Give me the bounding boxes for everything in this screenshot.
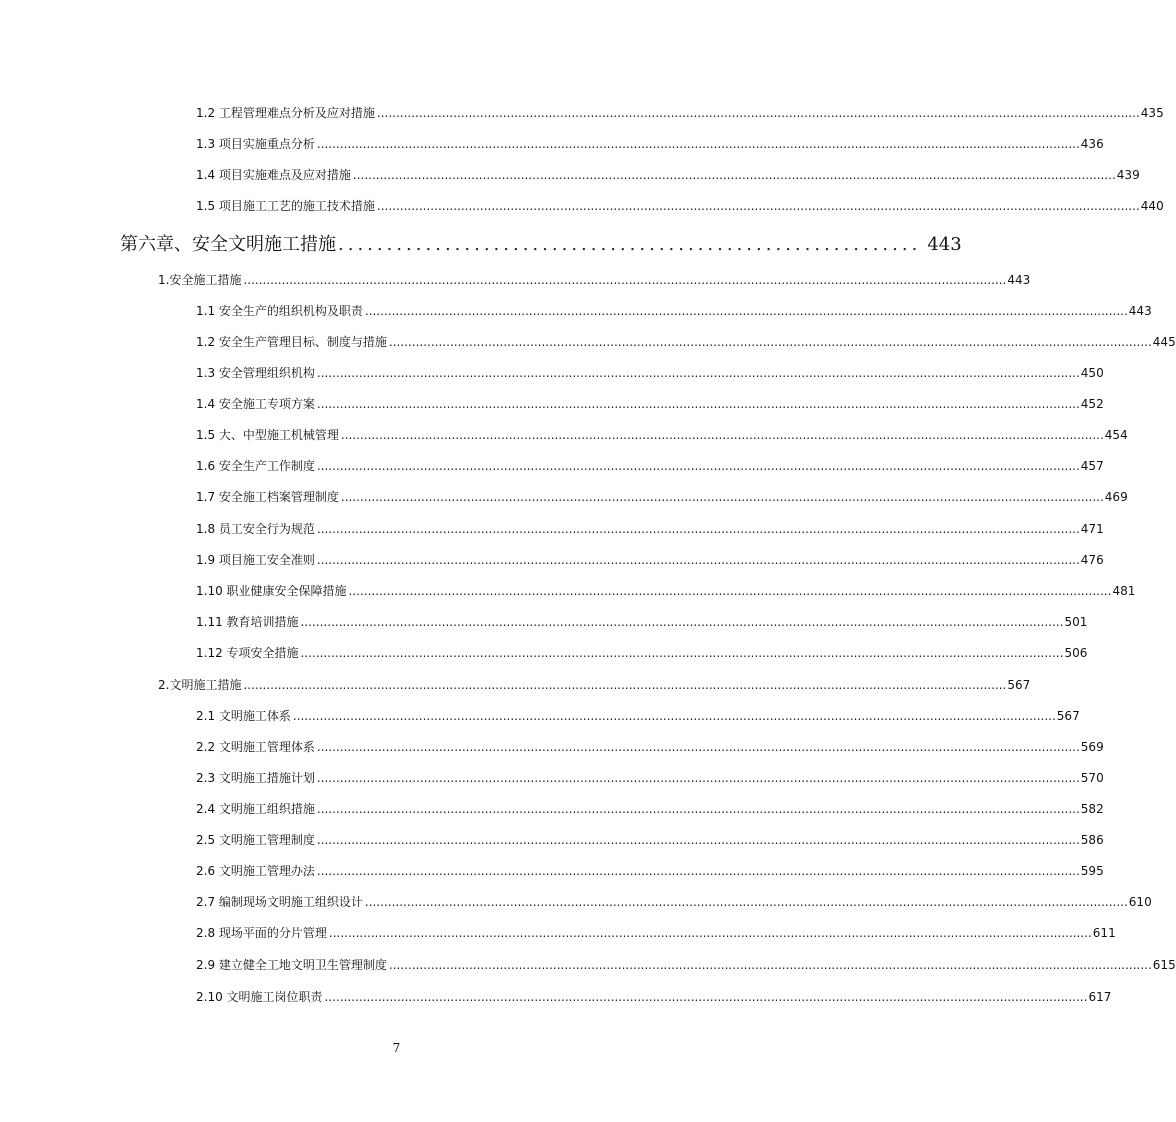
toc-entry-title: 2.5 文明施工管理制度 xyxy=(196,833,315,847)
toc-subsection-entry[interactable] xyxy=(196,520,1104,537)
toc-page-number: 570 xyxy=(1080,771,1104,785)
toc-page-number: 435 xyxy=(1140,106,1164,120)
toc-subsection-entry[interactable] xyxy=(196,551,1104,568)
toc-chapter-entry[interactable] xyxy=(120,230,962,256)
toc-subsection-entry[interactable] xyxy=(196,893,1152,910)
toc-dot-leader: ........................................................................................................................................................................................................ xyxy=(316,553,1080,567)
page-number: 7 xyxy=(392,1041,401,1055)
toc-page-number: 454 xyxy=(1104,428,1128,442)
toc-dot-leader: ........................................................................................................................................................................................................ xyxy=(292,709,1056,723)
toc-page-number: 443 xyxy=(1007,273,1031,287)
toc-entry-title: 2.7 编制现场文明施工组织设计 xyxy=(196,895,363,909)
toc-dot-leader: ........................................................................................................................................................................................................ xyxy=(364,895,1128,909)
toc-entry-title: 1.7 安全施工档案管理制度 xyxy=(196,490,339,504)
toc-entry-title: 1.11 教育培训措施 xyxy=(196,615,299,629)
toc-dot-leader: ............................................................ xyxy=(338,234,922,255)
toc-subsection-entry[interactable] xyxy=(196,302,1152,319)
toc-entry-title: 1.1 安全生产的组织机构及职责 xyxy=(196,304,363,318)
toc-dot-leader: ........................................................................................................................................................................................................ xyxy=(376,106,1140,120)
toc-page-number: 582 xyxy=(1080,802,1104,816)
toc-page-number: 443 xyxy=(1128,304,1152,318)
toc-dot-leader: ........................................................................................................................................................................................................ xyxy=(316,522,1080,536)
toc-page-number: 471 xyxy=(1080,522,1104,536)
toc-subsection-entry[interactable] xyxy=(196,426,1128,443)
toc-page-number: 457 xyxy=(1080,459,1104,473)
toc-dot-leader: ........................................................................................................................................................................................................ xyxy=(316,137,1080,151)
toc-entry-title: 1.4 项目实施难点及应对措施 xyxy=(196,168,351,182)
toc-subsection-entry[interactable] xyxy=(196,738,1104,755)
toc-dot-leader: ........................................................................................................................................................................................................ xyxy=(340,428,1104,442)
toc-dot-leader: ........................................................................................................................................................................................................ xyxy=(243,678,1007,692)
toc-page-number: 476 xyxy=(1080,553,1104,567)
toc-page-number: 452 xyxy=(1080,397,1104,411)
toc-page-number: 443 xyxy=(927,234,962,255)
toc-entry-title: 2.2 文明施工管理体系 xyxy=(196,740,315,754)
toc-subsection-entry[interactable] xyxy=(196,769,1104,786)
toc-entry-title: 2.3 文明施工措施计划 xyxy=(196,771,315,785)
toc-entry-title: 2.文明施工措施 xyxy=(158,678,242,692)
toc-entry-title: 1.3 安全管理组织机构 xyxy=(196,366,315,380)
toc-page-number: 439 xyxy=(1116,168,1140,182)
toc-dot-leader: ........................................................................................................................................................................................................ xyxy=(316,833,1080,847)
toc-dot-leader: ........................................................................................................................................................................................................ xyxy=(316,397,1080,411)
toc-entry-title: 1.3 项目实施重点分析 xyxy=(196,137,315,151)
toc-page-number: 440 xyxy=(1140,199,1164,213)
toc-page-number: 567 xyxy=(1007,678,1031,692)
toc-subsection-entry[interactable] xyxy=(196,862,1104,879)
toc-subsection-entry[interactable] xyxy=(196,457,1104,474)
toc-page-number: 569 xyxy=(1080,740,1104,754)
toc-subsection-entry[interactable] xyxy=(196,395,1104,412)
toc-entry-title: 1.8 员工安全行为规范 xyxy=(196,522,315,536)
toc-entry-title: 1.5 项目施工工艺的施工技术措施 xyxy=(196,199,375,213)
toc-page-number: 615 xyxy=(1152,958,1176,972)
toc-entry-title: 第六章、安全文明施工措施 xyxy=(120,234,336,255)
toc-dot-leader: ........................................................................................................................................................................................................ xyxy=(364,304,1128,318)
toc-dot-leader: ........................................................................................................................................................................................................ xyxy=(324,990,1088,1004)
toc-subsection-entry[interactable] xyxy=(196,800,1104,817)
toc-subsection-entry[interactable] xyxy=(196,364,1104,381)
toc-dot-leader: ........................................................................................................................................................................................................ xyxy=(388,958,1152,972)
toc-page-number: 586 xyxy=(1080,833,1104,847)
toc-page-number: 617 xyxy=(1088,990,1112,1004)
toc-dot-leader: ........................................................................................................................................................................................................ xyxy=(348,584,1112,598)
toc-entry-title: 1.12 专项安全措施 xyxy=(196,646,299,660)
toc-page-number: 610 xyxy=(1128,895,1152,909)
toc-dot-leader: ........................................................................................................................................................................................................ xyxy=(316,771,1080,785)
toc-entry-title: 2.4 文明施工组织措施 xyxy=(196,802,315,816)
toc-dot-leader: ........................................................................................................................................................................................................ xyxy=(316,366,1080,380)
toc-entry-title: 1.安全施工措施 xyxy=(158,273,242,287)
toc-dot-leader: ........................................................................................................................................................................................................ xyxy=(340,490,1104,504)
toc-page-number: 506 xyxy=(1064,646,1088,660)
toc-dot-leader: ........................................................................................................................................................................................................ xyxy=(300,615,1064,629)
toc-page-number: 450 xyxy=(1080,366,1104,380)
toc-page-number: 595 xyxy=(1080,864,1104,878)
toc-page-number: 611 xyxy=(1092,926,1116,940)
toc-section-entry[interactable] xyxy=(158,271,1031,288)
toc-subsection-entry[interactable] xyxy=(196,707,1080,724)
toc-dot-leader: ........................................................................................................................................................................................................ xyxy=(388,335,1152,349)
toc-dot-leader: ........................................................................................................................................................................................................ xyxy=(316,864,1080,878)
toc-dot-leader: ........................................................................................................................................................................................................ xyxy=(243,273,1007,287)
toc-entry-title: 1.10 职业健康安全保障措施 xyxy=(196,584,347,598)
toc-entry-title: 1.4 安全施工专项方案 xyxy=(196,397,315,411)
toc-entry-title: 2.9 建立健全工地文明卫生管理制度 xyxy=(196,958,387,972)
toc-subsection-entry[interactable] xyxy=(196,924,1116,941)
toc-subsection-entry[interactable] xyxy=(196,644,1088,661)
toc-page-number: 567 xyxy=(1056,709,1080,723)
toc-subsection-entry[interactable] xyxy=(196,104,1164,121)
toc-section-entry[interactable] xyxy=(158,676,1031,693)
toc-subsection-entry[interactable] xyxy=(196,831,1104,848)
toc-entry-title: 2.6 文明施工管理办法 xyxy=(196,864,315,878)
toc-entry-title: 2.1 文明施工体系 xyxy=(196,709,291,723)
toc-entry-title: 1.9 项目施工安全准则 xyxy=(196,553,315,567)
toc-entry-title: 2.10 文明施工岗位职责 xyxy=(196,990,323,1004)
toc-subsection-entry[interactable] xyxy=(196,488,1128,505)
toc-dot-leader: ........................................................................................................................................................................................................ xyxy=(316,740,1080,754)
toc-subsection-entry[interactable] xyxy=(196,613,1088,630)
toc-subsection-entry[interactable] xyxy=(196,582,1136,599)
toc-page-number: 501 xyxy=(1064,615,1088,629)
toc-page-number: 445 xyxy=(1152,335,1176,349)
toc-entry-title: 1.5 大、中型施工机械管理 xyxy=(196,428,339,442)
toc-dot-leader: ........................................................................................................................................................................................................ xyxy=(316,802,1080,816)
toc-dot-leader: ........................................................................................................................................................................................................ xyxy=(316,459,1080,473)
toc-dot-leader: ........................................................................................................................................................................................................ xyxy=(376,199,1140,213)
toc-entry-title: 1.2 工程管理难点分析及应对措施 xyxy=(196,106,375,120)
toc-subsection-entry[interactable] xyxy=(196,166,1140,183)
toc-dot-leader: ........................................................................................................................................................................................................ xyxy=(328,926,1092,940)
toc-subsection-entry[interactable] xyxy=(196,333,1176,350)
toc-entry-title: 2.8 现场平面的分片管理 xyxy=(196,926,327,940)
toc-entry-title: 1.6 安全生产工作制度 xyxy=(196,459,315,473)
toc-dot-leader: ........................................................................................................................................................................................................ xyxy=(300,646,1064,660)
toc-page-number: 436 xyxy=(1080,137,1104,151)
toc-subsection-entry[interactable] xyxy=(196,988,1112,1005)
toc-subsection-entry[interactable] xyxy=(196,956,1176,973)
toc-page-number: 481 xyxy=(1112,584,1136,598)
toc-page-number: 469 xyxy=(1104,490,1128,504)
toc-dot-leader: ........................................................................................................................................................................................................ xyxy=(352,168,1116,182)
toc-entry-title: 1.2 安全生产管理目标、制度与措施 xyxy=(196,335,387,349)
toc-subsection-entry[interactable] xyxy=(196,135,1104,152)
toc-subsection-entry[interactable] xyxy=(196,197,1164,214)
